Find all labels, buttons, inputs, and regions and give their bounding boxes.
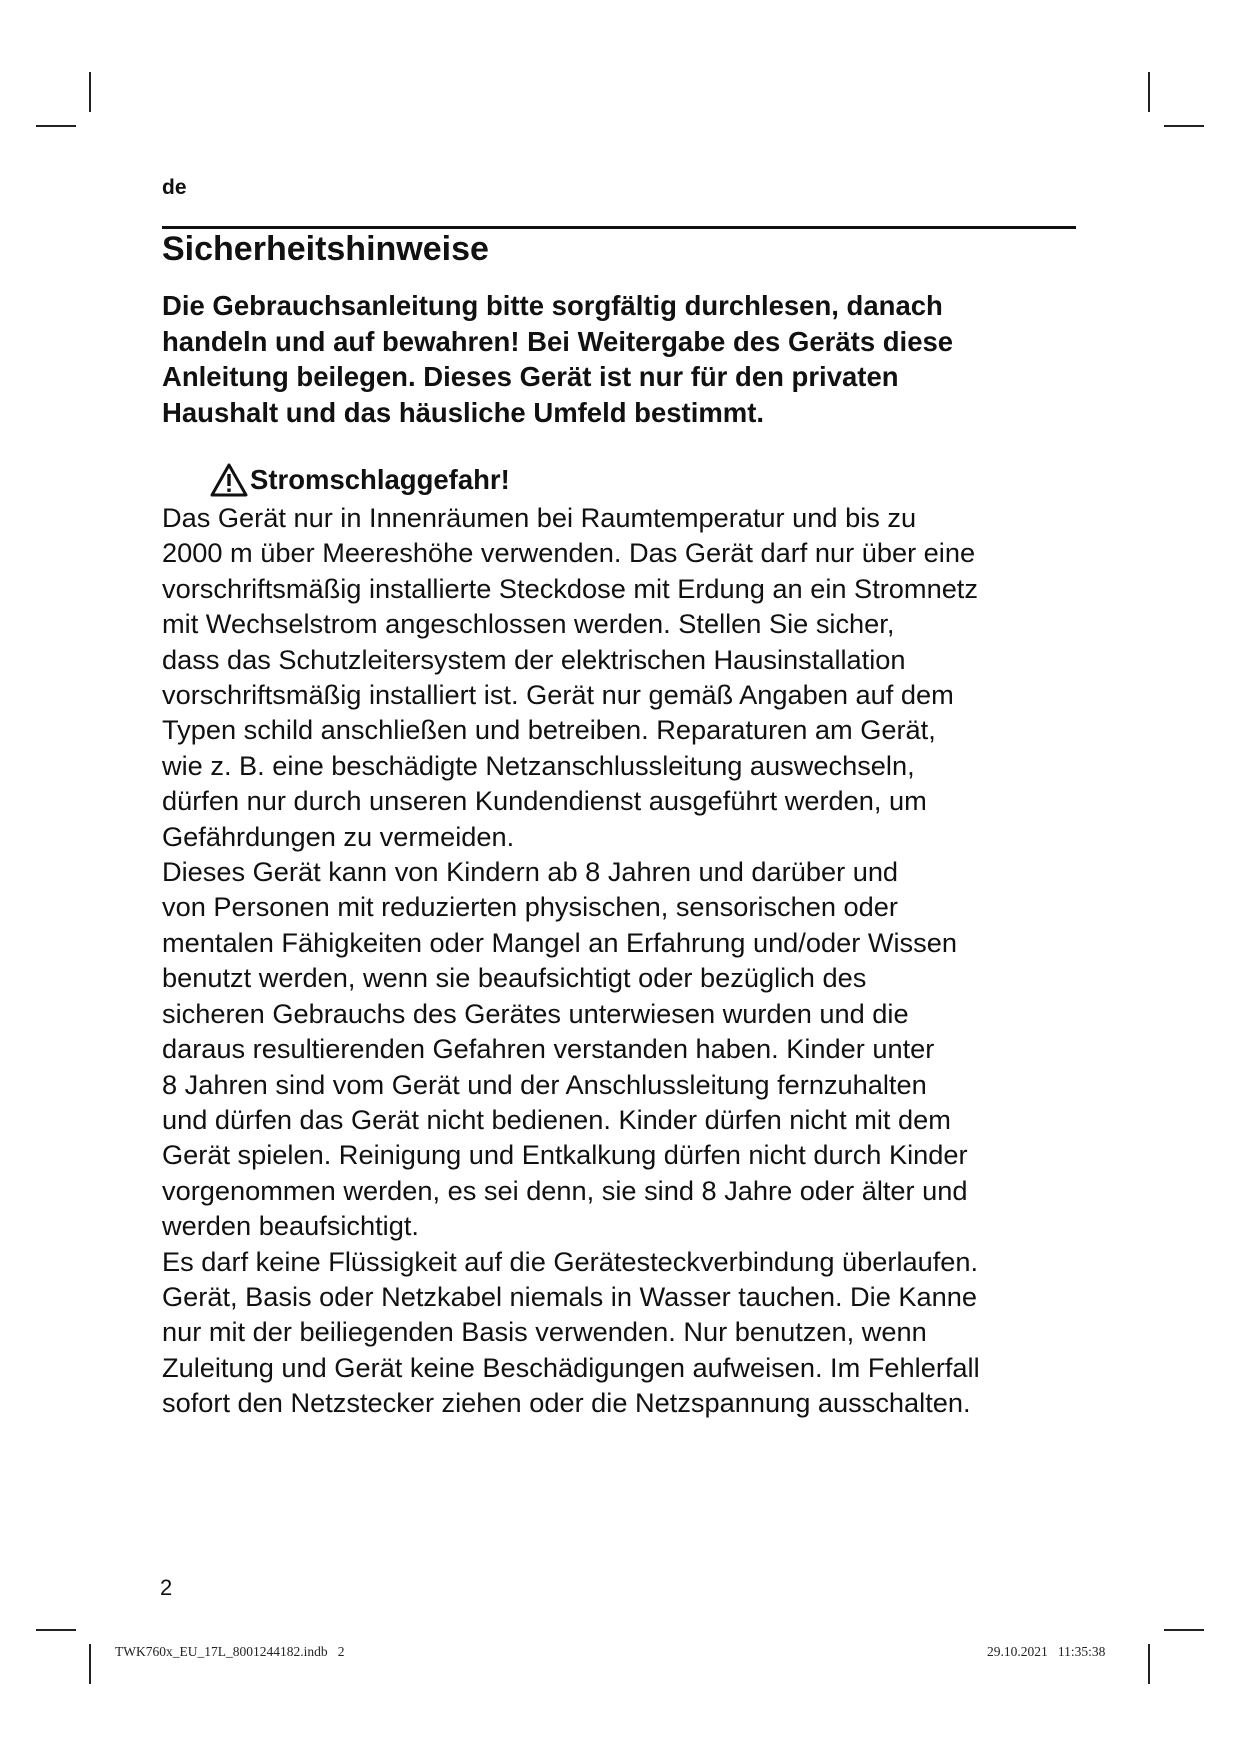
- crop-mark-top-right-vertical: [1148, 72, 1150, 112]
- crop-mark-top-right-horizontal: [1164, 125, 1204, 127]
- crop-mark-top-left-horizontal: [36, 125, 76, 127]
- body-line: vorgenommen werden, es sei denn, sie sind 8 Jahre oder älter und: [162, 1174, 968, 1206]
- page-number: 2: [160, 1575, 173, 1600]
- body-line: mentalen Fähigkeiten oder Mangel an Erfahrung und/oder Wissen: [162, 926, 957, 958]
- body-line: wie z. B. eine beschädigte Netzanschlussleitung auswechseln,: [162, 749, 915, 781]
- body-line: benutzt werden, wenn sie beaufsichtigt oder bezüglich des: [162, 962, 867, 994]
- body-line: und dürfen das Gerät nicht bedienen. Kinder dürfen nicht mit dem: [162, 1103, 951, 1135]
- print-file-slug: TWK760x_EU_17L_8001244182.indb 2: [115, 1644, 345, 1659]
- intro-paragraph: [162, 288, 1082, 430]
- body-line: Dieses Gerät kann von Kindern ab 8 Jahren und darüber und: [162, 856, 899, 888]
- body-line: Zuleitung und Gerät keine Beschädigungen aufweisen. Im Fehlerfall: [162, 1351, 980, 1383]
- crop-mark-bottom-left-vertical: [89, 1644, 91, 1684]
- body-line: sofort den Netzstecker ziehen oder die Netzspannung ausschalten.: [162, 1387, 971, 1419]
- intro-line: Die Gebrauchsanleitung bitte sorgfältig durchlesen, danach: [162, 290, 943, 321]
- body-line: Gerät spielen. Reinigung und Entkalkung dürfen nicht durch Kinder: [162, 1139, 968, 1171]
- body-line: vorschriftsmäßig installierte Steckdose mit Erdung an ein Stromnetz: [162, 572, 978, 604]
- body-line: sicheren Gebrauchs des Gerätes unterwiesen wurden und die: [162, 997, 909, 1029]
- crop-mark-bottom-right-vertical: [1148, 1644, 1150, 1684]
- body-line: werden beaufsichtigt.: [162, 1210, 419, 1242]
- body-line: 2000 m über Meereshöhe verwenden. Das Gerät darf nur über eine: [162, 537, 976, 569]
- crop-mark-bottom-right-horizontal: [1164, 1629, 1204, 1631]
- body-line: dass das Schutzleitersystem der elektrischen Hausinstallation: [162, 643, 906, 675]
- warning-title: Stromschlaggefahr!: [250, 464, 510, 495]
- safety-body-text: [162, 500, 1092, 1421]
- intro-line: handeln und auf bewahren! Bei Weitergabe des Geräts diese: [162, 325, 954, 357]
- body-line: daraus resultierenden Gefahren verstanden haben. Kinder unter: [162, 1033, 935, 1065]
- body-line: Gefährdungen zu vermeiden.: [162, 820, 515, 852]
- body-line: Das Gerät nur in Innenräumen bei Raumtemperatur und bis zu: [162, 502, 917, 533]
- crop-mark-top-left-vertical: [89, 72, 91, 112]
- body-line: Typen schild anschließen und betreiben. Reparaturen am Gerät,: [162, 714, 936, 746]
- crop-mark-bottom-left-horizontal: [36, 1629, 76, 1631]
- warning-triangle-icon: [210, 463, 248, 497]
- body-line: von Personen mit reduzierten physischen, sensorischen oder: [162, 891, 898, 923]
- intro-line: Haushalt und das häusliche Umfeld bestimmt.: [162, 396, 765, 428]
- body-line: nur mit der beiliegenden Basis verwenden. Nur benutzen, wenn: [162, 1316, 927, 1348]
- section-title: Sicherheitshinweise: [162, 230, 489, 268]
- body-line: mit Wechselstrom angeschlossen werden. Stellen Sie sicher,: [162, 608, 895, 640]
- body-line: vorschriftsmäßig installiert ist. Gerät nur gemäß Angaben auf dem: [162, 679, 954, 711]
- language-code: de: [162, 176, 187, 199]
- warning-heading: [210, 462, 510, 498]
- body-line: 8 Jahren sind vom Gerät und der Anschlussleitung fernzuhalten: [162, 1068, 927, 1100]
- intro-line: Anleitung beilegen. Dieses Gerät ist nur für den privaten: [162, 361, 899, 392]
- body-line: dürfen nur durch unseren Kundendienst ausgeführt werden, um: [162, 785, 927, 817]
- body-line: Gerät, Basis oder Netzkabel niemals in Wasser tauchen. Die Kanne: [162, 1280, 978, 1312]
- section-divider: [162, 226, 1076, 229]
- body-line: Es darf keine Flüssigkeit auf die Gerätesteckverbindung überlaufen.: [162, 1245, 979, 1277]
- print-timestamp: 29.10.2021 11:35:38: [987, 1644, 1106, 1659]
